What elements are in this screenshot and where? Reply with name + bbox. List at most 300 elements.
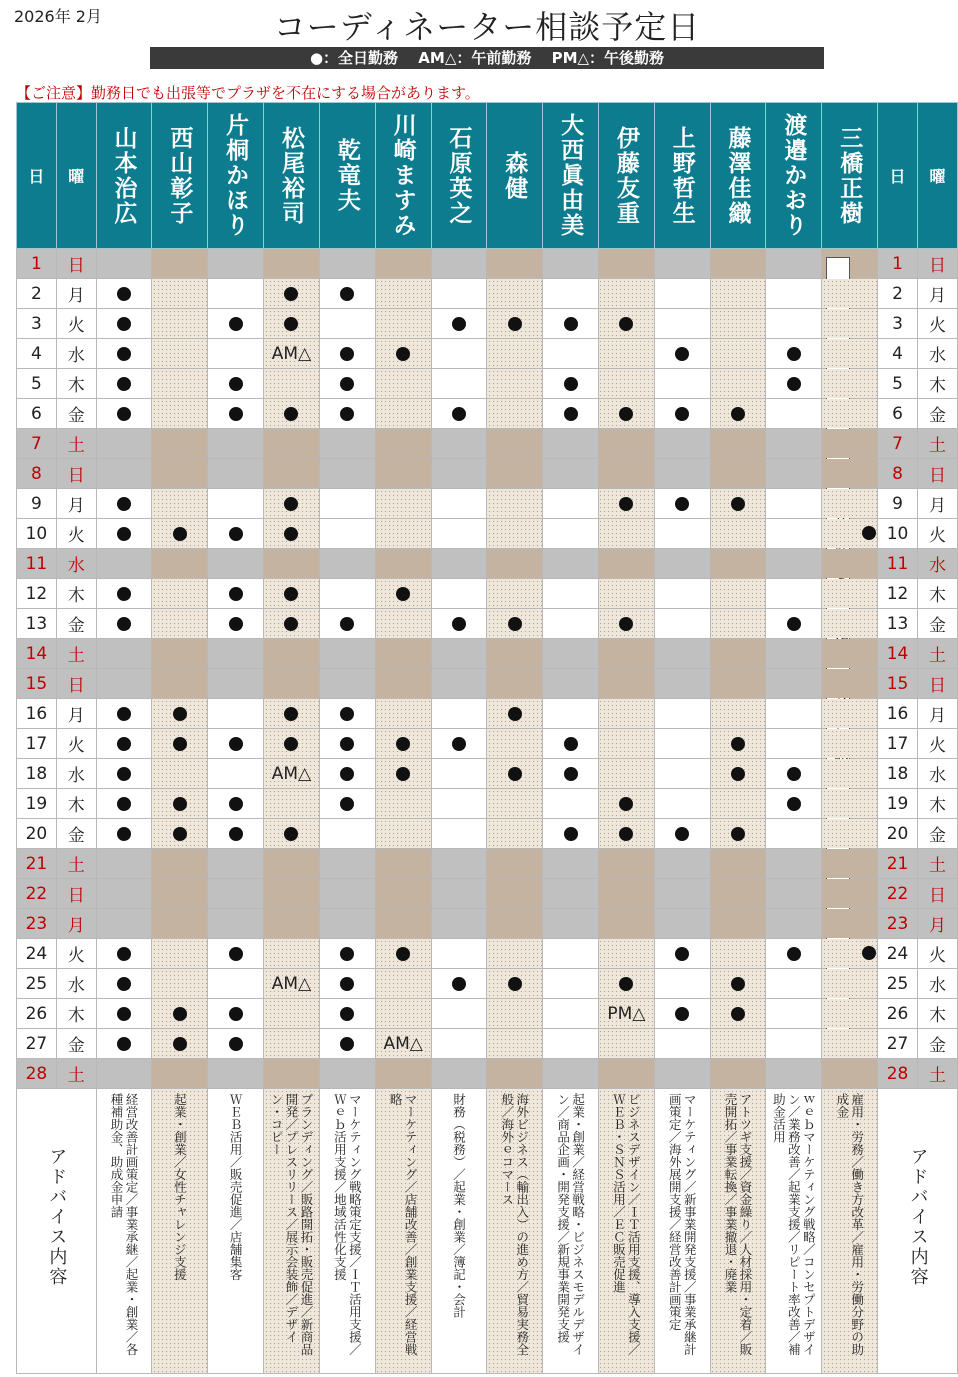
full-day-dot xyxy=(564,737,578,751)
advice-text: ビジネスデザイン／ＩＴ活用支援、導入支援／ＷＥＢ・ＳＮＳ活用／ＥＣ販売促進 xyxy=(611,1093,642,1356)
schedule-cell xyxy=(152,789,208,819)
schedule-cell xyxy=(543,999,599,1029)
schedule-cell xyxy=(543,1059,599,1089)
schedule-cell xyxy=(766,549,822,579)
schedule-cell xyxy=(96,339,152,369)
schedule-cell xyxy=(264,309,320,339)
full-day-dot xyxy=(731,977,745,991)
schedule-cell xyxy=(710,459,766,489)
schedule-cell xyxy=(654,699,710,729)
header-name: 西山彰子 xyxy=(152,103,208,249)
full-day-dot xyxy=(229,317,243,331)
header-name: 渡邉かおり xyxy=(766,103,822,249)
schedule-cell xyxy=(264,939,320,969)
schedule-cell xyxy=(543,519,599,549)
schedule-cell xyxy=(654,789,710,819)
advice-text: マーケティング戦略策定支援／ＩＴ活用支援／Ｗｅｂ活用支援／地域活性化支援 xyxy=(332,1093,363,1356)
schedule-cell xyxy=(487,249,543,279)
full-day-dot xyxy=(508,317,522,331)
day-row xyxy=(17,879,958,909)
schedule-cell xyxy=(375,309,431,339)
schedule-cell xyxy=(96,669,152,699)
full-day-dot xyxy=(284,587,298,601)
weekday-right: 日 xyxy=(917,879,957,909)
advice-text: 財務（税務）／起業・創業／簿記・会計 xyxy=(451,1093,467,1318)
schedule-cell xyxy=(96,459,152,489)
advice-text: 雇用・労務／働き方改革／雇用・労働分野の助成金 xyxy=(834,1093,865,1356)
full-day-dot xyxy=(675,347,689,361)
advice-text: ｗｅｂマーケティング戦略／コンセプトデザイン／業務改善／起業支援／リピート率改善／補助金活用 xyxy=(771,1093,817,1356)
schedule-cell xyxy=(152,609,208,639)
schedule-cell xyxy=(766,519,822,549)
full-day-dot xyxy=(340,947,354,961)
schedule-cell xyxy=(375,789,431,819)
schedule-cell xyxy=(710,609,766,639)
advice-text: ＷＥＢ活用／販売促進／店舗集客 xyxy=(228,1093,244,1281)
full-day-dot xyxy=(340,707,354,721)
full-day-dot xyxy=(117,767,131,781)
schedule-cell xyxy=(264,399,320,429)
schedule-cell xyxy=(766,819,822,849)
schedule-cell xyxy=(487,339,543,369)
weekday-right: 金 xyxy=(917,1029,957,1059)
schedule-cell xyxy=(431,699,487,729)
weekday-right: 月 xyxy=(917,909,957,939)
schedule-cell xyxy=(208,999,264,1029)
schedule-cell xyxy=(152,579,208,609)
day-number-right: 6 xyxy=(878,399,918,429)
schedule-cell xyxy=(654,999,710,1029)
schedule-cell xyxy=(431,249,487,279)
schedule-cell xyxy=(598,1059,654,1089)
full-day-dot xyxy=(117,827,131,841)
weekday-right: 火 xyxy=(917,939,957,969)
day-row xyxy=(17,699,958,729)
schedule-cell xyxy=(96,819,152,849)
full-day-dot xyxy=(284,497,298,511)
full-day-dot xyxy=(675,407,689,421)
full-day-dot xyxy=(229,947,243,961)
schedule-cell xyxy=(710,1059,766,1089)
schedule-cell xyxy=(487,669,543,699)
schedule-cell xyxy=(654,1059,710,1089)
day-number: 27 xyxy=(17,1029,57,1059)
advice-cell xyxy=(487,1089,543,1374)
schedule-cell xyxy=(319,459,375,489)
day-number: 20 xyxy=(17,819,57,849)
schedule-cell xyxy=(431,369,487,399)
schedule-cell xyxy=(208,879,264,909)
schedule-cell xyxy=(766,699,822,729)
full-day-dot xyxy=(675,1007,689,1021)
schedule-cell xyxy=(598,309,654,339)
schedule-cell xyxy=(152,429,208,459)
schedule-cell xyxy=(487,279,543,309)
full-day-dot xyxy=(229,737,243,751)
schedule-cell xyxy=(598,579,654,609)
full-day-dot xyxy=(173,1007,187,1021)
schedule-cell xyxy=(96,729,152,759)
full-day-dot xyxy=(787,377,801,391)
full-day-dot xyxy=(173,707,187,721)
schedule-cell xyxy=(152,849,208,879)
schedule-cell xyxy=(654,669,710,699)
schedule-cell xyxy=(96,369,152,399)
schedule-cell xyxy=(375,1029,431,1059)
notice-text: 【ご注意】勤務日でも出張等でプラザを不在にする場合があります。 xyxy=(16,84,480,102)
schedule-cell xyxy=(375,519,431,549)
weekday-right: 火 xyxy=(917,729,957,759)
schedule-cell xyxy=(264,759,320,789)
schedule-cell xyxy=(487,369,543,399)
schedule-cell xyxy=(319,879,375,909)
full-day-dot xyxy=(396,347,410,361)
schedule-cell xyxy=(375,339,431,369)
advice-text: ブランディング／販路開拓・販売促進／新商品開発／プレスリリース／展示会装飾／デザイン・コピー xyxy=(268,1093,314,1356)
schedule-cell xyxy=(375,369,431,399)
full-day-dot xyxy=(340,767,354,781)
day-row xyxy=(17,849,958,879)
schedule-cell xyxy=(598,759,654,789)
day-number: 6 xyxy=(17,399,57,429)
advice-text: 経営改善計画策定／事業承継／起業・創業／各種補助金、助成金申請 xyxy=(109,1093,140,1356)
advice-cell xyxy=(264,1089,320,1374)
weekday: 金 xyxy=(56,399,96,429)
schedule-cell xyxy=(710,789,766,819)
header-name: 乾竜夫 xyxy=(319,103,375,249)
schedule-cell xyxy=(654,459,710,489)
weekday-right: 金 xyxy=(917,609,957,639)
full-day-dot xyxy=(229,797,243,811)
full-day-dot xyxy=(452,317,466,331)
day-number: 8 xyxy=(17,459,57,489)
schedule-cell xyxy=(598,369,654,399)
schedule-cell xyxy=(431,849,487,879)
full-day-dot xyxy=(340,737,354,751)
satellite-cell xyxy=(822,879,878,909)
full-day-dot xyxy=(229,827,243,841)
schedule-cell xyxy=(208,399,264,429)
schedule-cell xyxy=(766,579,822,609)
full-day-dot xyxy=(452,617,466,631)
schedule-cell xyxy=(654,309,710,339)
schedule-cell xyxy=(654,489,710,519)
full-day-dot xyxy=(117,497,131,511)
schedule-cell xyxy=(543,279,599,309)
schedule-cell xyxy=(598,639,654,669)
header-weekday-right: 曜 xyxy=(917,103,957,249)
schedule-cell xyxy=(375,819,431,849)
schedule-cell xyxy=(152,819,208,849)
schedule-cell xyxy=(208,939,264,969)
full-day-dot xyxy=(117,287,131,301)
schedule-cell xyxy=(543,789,599,819)
schedule-cell xyxy=(654,909,710,939)
day-number: 26 xyxy=(17,999,57,1029)
schedule-cell xyxy=(654,339,710,369)
advice-text: マーケティング／新事業開発支援／事業承継計画策定／海外展開支援／経営改善計画策定 xyxy=(667,1093,698,1356)
schedule-cell xyxy=(264,729,320,759)
schedule-cell xyxy=(264,519,320,549)
full-day-dot xyxy=(619,617,633,631)
schedule-cell xyxy=(264,279,320,309)
advice-cell xyxy=(766,1089,822,1374)
weekday: 火 xyxy=(56,519,96,549)
page-title: コーディネーター相談予定日 xyxy=(273,8,701,46)
schedule-cell xyxy=(487,699,543,729)
advice-label: アドバイス内容 xyxy=(907,1147,929,1287)
schedule-cell xyxy=(654,279,710,309)
schedule-cell xyxy=(543,1029,599,1059)
header-name: 森健 xyxy=(487,103,543,249)
schedule-cell xyxy=(375,249,431,279)
full-day-dot xyxy=(619,977,633,991)
schedule-cell xyxy=(375,399,431,429)
schedule-cell xyxy=(319,999,375,1029)
schedule-cell xyxy=(766,759,822,789)
weekday: 火 xyxy=(56,309,96,339)
satellite-cell xyxy=(822,639,878,669)
weekday: 土 xyxy=(56,639,96,669)
schedule-cell xyxy=(431,519,487,549)
weekday: 木 xyxy=(56,789,96,819)
day-number-right: 21 xyxy=(878,849,918,879)
schedule-cell xyxy=(152,729,208,759)
schedule-cell xyxy=(208,489,264,519)
schedule-cell xyxy=(654,399,710,429)
day-number-right: 25 xyxy=(878,969,918,999)
satellite-cell xyxy=(822,579,878,609)
schedule-cell xyxy=(487,1029,543,1059)
schedule-cell xyxy=(431,549,487,579)
advice-label-cell-right xyxy=(878,1089,958,1374)
schedule-cell xyxy=(487,999,543,1029)
schedule-table xyxy=(16,102,958,1374)
day-number-right: 12 xyxy=(878,579,918,609)
schedule-cell xyxy=(598,879,654,909)
schedule-cell xyxy=(152,519,208,549)
day-number-right: 16 xyxy=(878,699,918,729)
schedule-cell xyxy=(152,459,208,489)
weekday: 日 xyxy=(56,249,96,279)
advice-text: 起業・創業／経営戦略・ビジネスモデルデザイン／商品企画・開発支援／新規事業開発支援 xyxy=(555,1093,586,1356)
schedule-cell xyxy=(710,339,766,369)
full-day-dot xyxy=(619,317,633,331)
schedule-cell xyxy=(431,489,487,519)
schedule-cell xyxy=(152,699,208,729)
schedule-cell xyxy=(654,249,710,279)
weekday-right: 水 xyxy=(917,549,957,579)
schedule-cell xyxy=(319,669,375,699)
schedule-cell xyxy=(319,429,375,459)
schedule-cell xyxy=(766,729,822,759)
full-day-dot xyxy=(396,947,410,961)
schedule-cell xyxy=(152,399,208,429)
schedule-cell xyxy=(487,609,543,639)
full-day-dot xyxy=(787,767,801,781)
advice-cell xyxy=(654,1089,710,1374)
schedule-cell xyxy=(766,879,822,909)
schedule-cell xyxy=(487,729,543,759)
schedule-cell xyxy=(431,309,487,339)
schedule-cell xyxy=(431,579,487,609)
day-row xyxy=(17,399,958,429)
schedule-cell xyxy=(766,669,822,699)
day-number-right: 11 xyxy=(878,549,918,579)
satellite-cell xyxy=(822,519,878,549)
schedule-cell xyxy=(654,579,710,609)
header-row xyxy=(17,103,958,249)
advice-text: マーケティング／店舗改善／創業支援／経営戦略 xyxy=(388,1093,419,1356)
schedule-cell xyxy=(543,909,599,939)
schedule-cell xyxy=(766,339,822,369)
schedule-cell xyxy=(375,879,431,909)
schedule-cell xyxy=(208,729,264,759)
full-day-dot xyxy=(396,587,410,601)
schedule-cell xyxy=(543,639,599,669)
schedule-cell xyxy=(766,369,822,399)
full-day-dot xyxy=(787,797,801,811)
day-row xyxy=(17,759,958,789)
schedule-cell xyxy=(375,969,431,999)
day-number: 13 xyxy=(17,609,57,639)
schedule-cell xyxy=(152,309,208,339)
satellite-cell xyxy=(822,1059,878,1089)
day-number: 5 xyxy=(17,369,57,399)
schedule-cell xyxy=(319,699,375,729)
schedule-cell xyxy=(431,669,487,699)
full-day-dot xyxy=(731,767,745,781)
header-name: 山本治広 xyxy=(96,103,152,249)
full-day-dot xyxy=(284,287,298,301)
schedule-cell xyxy=(152,249,208,279)
full-day-dot xyxy=(675,947,689,961)
satellite-cell xyxy=(822,249,878,279)
schedule-cell xyxy=(152,939,208,969)
full-day-dot xyxy=(340,1007,354,1021)
schedule-cell xyxy=(710,909,766,939)
header-name: 上野哲生 xyxy=(654,103,710,249)
schedule-cell xyxy=(375,459,431,489)
schedule-cell xyxy=(598,789,654,819)
header-name: 三橋正樹 xyxy=(822,103,878,249)
schedule-cell xyxy=(710,729,766,759)
day-number: 16 xyxy=(17,699,57,729)
full-day-dot xyxy=(284,407,298,421)
schedule-cell xyxy=(152,759,208,789)
satellite-cell xyxy=(822,759,878,789)
schedule-cell xyxy=(598,459,654,489)
schedule-cell xyxy=(431,1029,487,1059)
schedule-cell xyxy=(487,819,543,849)
schedule-cell xyxy=(208,549,264,579)
schedule-cell xyxy=(710,579,766,609)
weekday-right: 木 xyxy=(917,369,957,399)
day-number: 11 xyxy=(17,549,57,579)
schedule-cell xyxy=(598,969,654,999)
full-day-dot xyxy=(117,617,131,631)
schedule-cell xyxy=(598,549,654,579)
schedule-cell xyxy=(543,879,599,909)
schedule-cell xyxy=(766,489,822,519)
schedule-cell xyxy=(375,489,431,519)
schedule-cell xyxy=(208,519,264,549)
schedule-cell xyxy=(598,849,654,879)
full-day-dot xyxy=(284,737,298,751)
schedule-cell xyxy=(96,519,152,549)
day-number: 9 xyxy=(17,489,57,519)
schedule-cell xyxy=(543,759,599,789)
schedule-cell xyxy=(654,609,710,639)
schedule-cell xyxy=(96,249,152,279)
satellite-cell xyxy=(822,699,878,729)
schedule-cell xyxy=(264,489,320,519)
weekday: 月 xyxy=(56,489,96,519)
day-number-right: 22 xyxy=(878,879,918,909)
schedule-cell xyxy=(487,939,543,969)
schedule-cell xyxy=(654,519,710,549)
schedule-cell xyxy=(654,969,710,999)
schedule-cell xyxy=(543,339,599,369)
header-day-right: 日 xyxy=(878,103,918,249)
weekday-right: 木 xyxy=(917,999,957,1029)
full-day-dot xyxy=(508,977,522,991)
full-day-dot xyxy=(173,737,187,751)
schedule-cell xyxy=(654,939,710,969)
schedule-cell xyxy=(654,849,710,879)
schedule-cell xyxy=(710,939,766,969)
schedule-cell xyxy=(710,819,766,849)
schedule-cell xyxy=(96,909,152,939)
satellite-cell xyxy=(822,909,878,939)
schedule-cell xyxy=(598,339,654,369)
schedule-cell xyxy=(598,429,654,459)
schedule-cell xyxy=(710,489,766,519)
weekday-right: 土 xyxy=(917,849,957,879)
advice-cell xyxy=(152,1089,208,1374)
schedule-cell xyxy=(431,609,487,639)
header-name: 大西眞由美 xyxy=(543,103,599,249)
weekday: 金 xyxy=(56,1029,96,1059)
schedule-cell xyxy=(710,249,766,279)
full-day-dot xyxy=(340,977,354,991)
schedule-cell xyxy=(319,639,375,669)
day-number-right: 15 xyxy=(878,669,918,699)
full-day-dot xyxy=(452,737,466,751)
day-row xyxy=(17,819,958,849)
schedule-cell xyxy=(654,639,710,669)
schedule-cell xyxy=(152,999,208,1029)
full-day-dot xyxy=(173,797,187,811)
schedule-cell xyxy=(375,849,431,879)
day-number: 21 xyxy=(17,849,57,879)
advice-cell xyxy=(319,1089,375,1374)
header-name: 松尾裕司 xyxy=(264,103,320,249)
schedule-cell xyxy=(431,399,487,429)
advice-cell xyxy=(822,1089,878,1374)
weekday-right: 月 xyxy=(917,699,957,729)
weekday-right: 月 xyxy=(917,489,957,519)
schedule-cell xyxy=(319,909,375,939)
day-number: 19 xyxy=(17,789,57,819)
weekday: 水 xyxy=(56,549,96,579)
schedule-cell xyxy=(208,669,264,699)
day-row xyxy=(17,459,958,489)
day-number: 12 xyxy=(17,579,57,609)
day-number-right: 4 xyxy=(878,339,918,369)
schedule-cell xyxy=(431,909,487,939)
schedule-cell xyxy=(96,849,152,879)
